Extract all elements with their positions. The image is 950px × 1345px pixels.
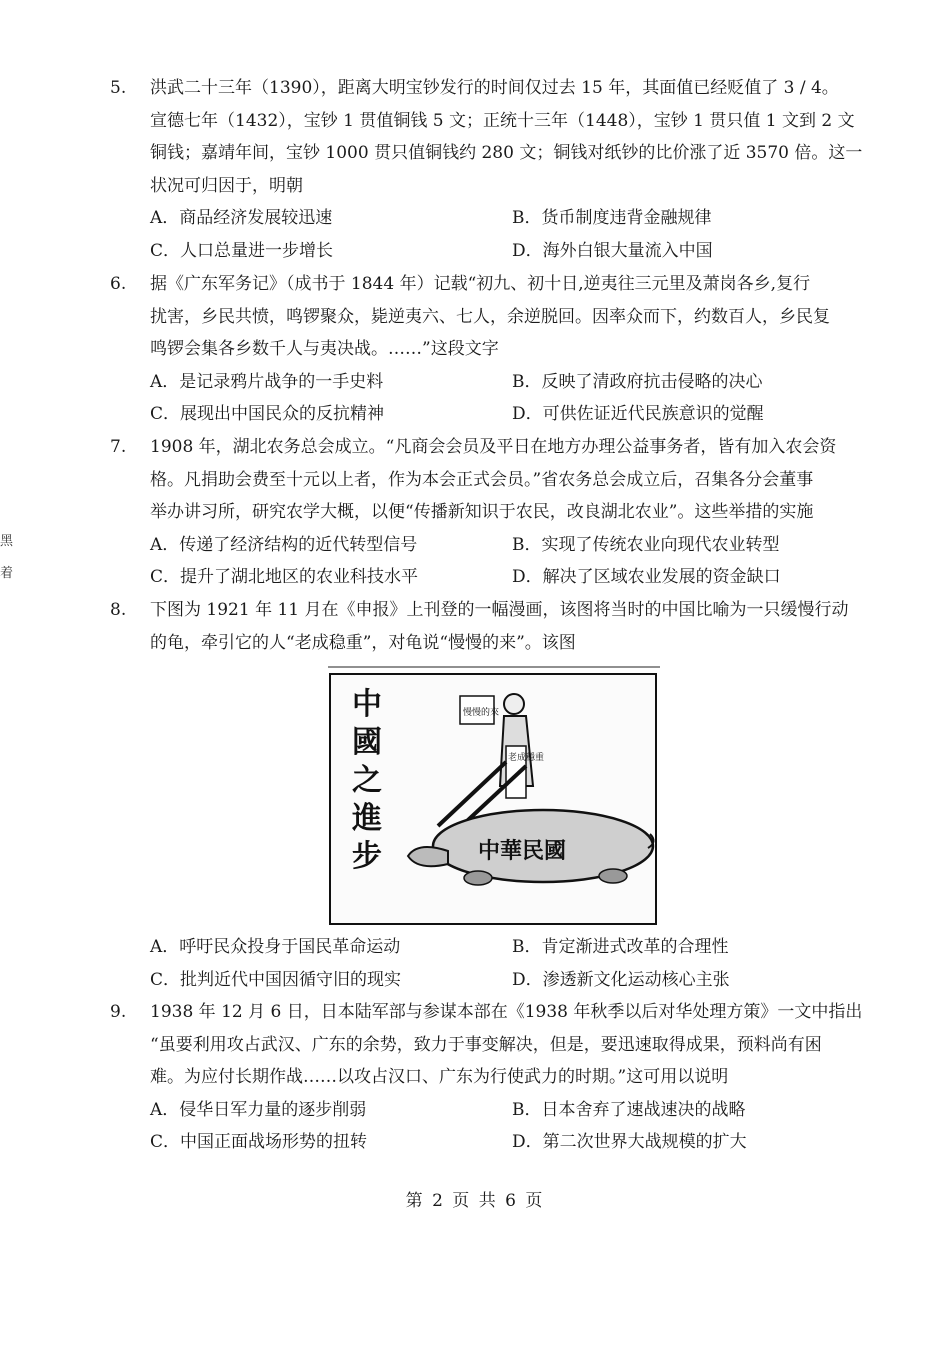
question-8 <box>110 594 900 659</box>
cartoon-illustration <box>328 666 660 928</box>
stem-line: 格。凡捐助会费至十元以上者，作为本会正式会员。”省农务总会成立后，召集各分会董事 <box>150 469 814 490</box>
option-a: A．传递了经济结构的近代转型信号 <box>150 534 418 555</box>
stem-line: 洪武二十三年（1390），距离大明宝钞发行的时间仅过去 15 年，其面值已经贬值了 3 / 4。 <box>150 78 839 98</box>
stem-line: 下图为 1921 年 11 月在《申报》上刊登的一幅漫画，该图将当时的中国比喻为一只缓慢行动 <box>150 600 849 620</box>
options <box>150 529 900 594</box>
cartoon-title-char-4: 進 <box>352 801 382 836</box>
option-a: A．商品经济发展较迅速 <box>150 208 333 228</box>
stem-line: 据《广东军务记》（成书于 1844 年）记载“初九、初十日,逆夷往三元里及萧岗各乡,复行 <box>150 274 811 294</box>
question-6 <box>110 268 900 431</box>
option-d: D．第二次世界大战规模的扩大 <box>512 1132 747 1152</box>
question-stem <box>150 268 900 366</box>
question-number: 7. <box>110 437 127 457</box>
cartoon-title-char-3: 之 <box>352 763 382 798</box>
stem-line: 铜钱；嘉靖年间，宝钞 1000 贯只值铜钱约 280 文；铜钱对纸钞的比价涨了近 3570 倍。这一 <box>150 143 863 163</box>
margin-mark: 着 <box>0 566 14 581</box>
cartoon-figure <box>328 666 660 928</box>
options <box>150 202 900 267</box>
question-8-options <box>110 931 900 996</box>
option-b: B．货币制度违背金融规律 <box>512 208 712 228</box>
stem-line: “虽要利用攻占武汉、广东的余势，致力于事变解决，但是，要迅速取得成果，预料尚有困 <box>150 1034 822 1055</box>
option-c: C．提升了湖北地区的农业科技水平 <box>150 567 419 587</box>
options <box>150 366 900 431</box>
question-number: 8. <box>110 600 127 620</box>
speech-text: 慢慢的來 <box>463 708 500 718</box>
cartoon-title-char-1: 中 <box>352 687 382 722</box>
option-c: C．人口总量进一步增长 <box>150 240 334 261</box>
option-d: D．可供佐证近代民族意识的觉醒 <box>512 404 764 424</box>
options <box>150 931 900 996</box>
question-stem <box>150 431 900 529</box>
cartoon-title-char-5: 步 <box>352 839 382 874</box>
question-7 <box>110 431 900 594</box>
stem-line: 1908 年，湖北农务总会成立。“凡商会会员及平日在地方办理公益事务者，皆有加入农会资 <box>150 437 837 457</box>
margin-mark: 黑 <box>0 534 14 549</box>
question-number: 5. <box>110 78 127 98</box>
option-b: B．反映了清政府抗击侵略的决心 <box>512 371 763 392</box>
question-stem <box>150 996 900 1094</box>
option-a: A．呼吁民众投身于国民革命运动 <box>150 937 401 957</box>
sash-text: 老成穩重 <box>508 753 545 763</box>
question-9 <box>110 996 900 1159</box>
cartoon-title <box>351 687 382 874</box>
question-number: 9. <box>110 1002 127 1022</box>
stem-line: 状况可归因于，明朝 <box>150 175 303 196</box>
option-d: D．解决了区域农业发展的资金缺口 <box>512 567 781 587</box>
option-b: B．肯定渐进式改革的合理性 <box>512 937 729 957</box>
stem-line: 扰害，乡民共愤，鸣锣聚众，毙逆夷六、七人，余逆脱回。因率众而下，约数百人，乡民复 <box>150 306 830 327</box>
option-d: D．海外白银大量流入中国 <box>512 240 713 261</box>
stem-line: 1938 年 12 月 6 日，日本陆军部与参谋本部在《1938 年秋季以后对华处理方策》一文中指出 <box>150 1002 863 1022</box>
option-b: B．日本舍弃了速战速决的战略 <box>512 1099 746 1120</box>
question-number: 6. <box>110 274 127 294</box>
option-c: C．批判近代中国因循守旧的现实 <box>150 969 402 990</box>
stem-line: 鸣锣会集各乡数千人与夷决战。……”这段文字 <box>150 339 499 359</box>
question-5 <box>110 72 900 267</box>
option-d: D．渗透新文化运动核心主张 <box>512 969 730 990</box>
stem-line: 难。为应付长期作战……以攻占汉口、广东为行使武力的时期。”这可用以说明 <box>150 1067 729 1087</box>
option-c: C．中国正面战场形势的扭转 <box>150 1132 368 1152</box>
stem-line: 宣德七年（1432），宝钞 1 贯值铜钱 5 文；正统十三年（1448），宝钞 1 贯只值 1 文到 2 文 <box>150 110 855 131</box>
stem-line: 的龟，牵引它的人“老成稳重”，对龟说“慢慢的来”。该图 <box>150 632 576 653</box>
question-stem <box>150 72 900 202</box>
option-c: C．展现出中国民众的反抗精神 <box>150 404 385 424</box>
option-b: B．实现了传统农业向现代农业转型 <box>512 534 780 555</box>
option-a: A．侵华日军力量的逐步削弱 <box>150 1099 367 1120</box>
shell-text: 中華民國 <box>478 838 567 864</box>
page-footer: 第 2 页 共 6 页 <box>405 1191 545 1211</box>
cartoon-title-char-2: 國 <box>352 725 382 760</box>
option-a: A．是记录鸦片战争的一手史料 <box>150 371 384 392</box>
stem-line: 举办讲习所，研究农学大概，以便“传播新知识于农民，改良湖北农业”。这些举措的实施 <box>150 502 814 522</box>
options <box>150 1094 900 1159</box>
question-stem <box>150 594 900 659</box>
